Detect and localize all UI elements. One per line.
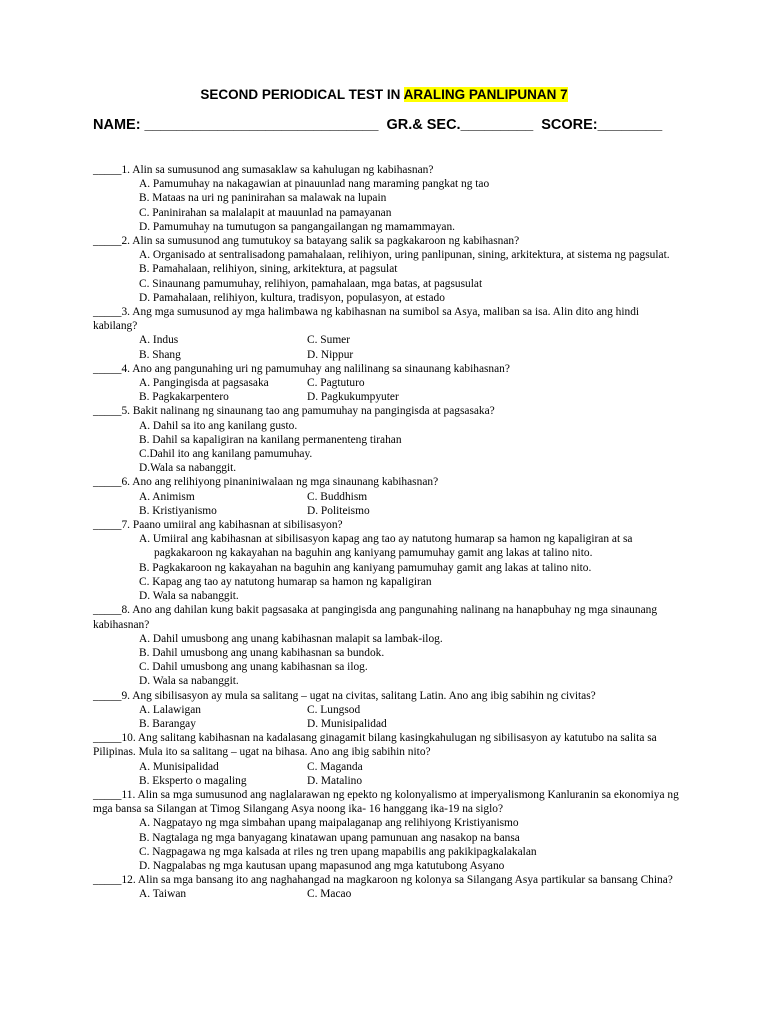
title-subject-highlight: ARALING PANLIPUNAN 7 <box>403 87 568 102</box>
question-9-options-row-2 <box>139 717 683 731</box>
question-3-stem: _____3. Ang mga sumusunod ay mga halimbawa ng kabihasnan na sumibol sa Asya, maliban sa isa. Alin dito ang hindi kabilang? <box>93 306 640 333</box>
question-9-option-b: B. Barangay <box>139 717 196 730</box>
question-10-option-b: B. Eksperto o magaling <box>139 774 247 787</box>
question-10-option-a: A. Munisipalidad <box>139 760 219 773</box>
question-2-stem: _____2. Alin sa sumusunod ang tumutukoy sa batayang salik sa pagkakaroon ng kabihasnan? <box>93 235 520 248</box>
question-2-option-d: D. Pamahalaan, relihiyon, kultura, tradisyon, populasyon, at estado <box>139 291 445 304</box>
question-3-options-row-2 <box>139 348 683 362</box>
question-9-option-a: A. Lalawigan <box>139 703 201 716</box>
question-12-option-a: A. Taiwan <box>139 888 187 901</box>
question-10-options-row-2 <box>139 774 683 788</box>
question-4-option-d: D. Pagkukumpyuter <box>307 391 399 404</box>
question-9-option-d: D. Munisipalidad <box>307 717 387 730</box>
question-7-option-d: D. Wala sa nabanggit. <box>139 590 239 603</box>
question-12-stem: _____12. Alin sa mga bansang ito ang naghahangad na magkaroon ng kolonya sa Silangang Asya partikular sa bansang China? <box>93 874 673 887</box>
question-8-option-d: D. Wala sa nabanggit. <box>139 675 239 688</box>
question-8-option-c: C. Dahil umusbong ang unang kabihasnan sa ilog. <box>139 661 368 674</box>
question-7-stem: _____7. Paano umiiral ang kabihasnan at sibilisasyon? <box>93 519 343 532</box>
question-7-option-a: A. Umiiral ang kabihasnan at sibilisasyon kapag ang tao ay natutong humarap sa hamon ng kapaligiran at sa pagkakaroon ng kakayahan na baguhin ang kaniyang pamumuhay gamit ang lakas at talino nito. <box>139 533 633 560</box>
question-1-option-a: A. Pamumuhay na nakagawian at pinauunlad nang maraming pangkat ng tao <box>139 178 490 191</box>
question-8-stem: _____8. Ano ang dahilan kung bakit pagsasaka at pangingisda ang pangunahing nalinang na hanapbuhay ng mga sinaunang kabihasnan? <box>93 604 658 631</box>
question-10-option-d: D. Matalino <box>307 774 363 787</box>
question-3-options-row-1 <box>139 333 683 347</box>
question-6-option-d: D. Politeismo <box>307 504 370 517</box>
question-11-option-b: B. Nagtalaga ng mga banyagang kinatawan upang pamunuan ang nasakop na bansa <box>139 831 520 844</box>
question-9-option-c: C. Lungsod <box>307 703 361 716</box>
question-9-options-row-1 <box>139 703 683 717</box>
question-3-option-c: C. Sumer <box>307 334 351 347</box>
question-2-option-b: B. Pamahalaan, relihiyon, sining, arkitektura, at pagsulat <box>139 263 398 276</box>
page-title <box>0 87 768 102</box>
question-5-option-d: D.Wala sa nabanggit. <box>139 462 237 475</box>
question-11-stem: _____11. Alin sa mga sumusunod ang naglalarawan ng epekto ng kolonyalismo at imperyalismong Kanluranin sa ekonomiya ng mga bansa sa Silangan at Timog Silangang Asya noong ika- 16 hanggang ika-19 na siglo? <box>93 788 679 816</box>
question-12-options-row-1 <box>139 887 683 901</box>
question-11-option-a: A. Nagpatayo ng mga simbahan upang maipalaganap ang relihiyong Kristiyanismo <box>139 817 519 830</box>
student-info-line: NAME: _____________________________ GR.& SEC._________ SCORE:________ <box>93 117 663 133</box>
question-1-stem: _____1. Alin sa sumusunod ang sumasaklaw sa kahulugan ng kabihasnan? <box>93 164 434 176</box>
question-4-option-c: C. Pagtuturo <box>307 377 365 390</box>
question-6-stem: _____6. Ano ang relihiyong pinaniniwalaan ng mga sinaunang kabihasnan? <box>93 476 439 489</box>
question-1-option-c: C. Paninirahan sa malalapit at mauunlad na pamayanan <box>139 206 392 219</box>
question-10-options-row-1 <box>139 760 683 774</box>
question-6-option-c: C. Buddhism <box>307 490 368 503</box>
question-11-option-d: D. Nagpalabas ng mga kautusan upang mapasunod ang mga katutubong Asyano <box>139 859 505 872</box>
question-list <box>93 163 683 902</box>
question-9-stem: _____9. Ang sibilisasyon ay mula sa salitang – ugat na civitas, salitang Latin. Ano ang ibig sabihin ng civitas? <box>93 689 596 702</box>
question-8-option-a: A. Dahil umusbong ang unang kabihasnan malapit sa lambak-ilog. <box>139 632 443 645</box>
question-1-option-d: D. Pamumuhay na tumutugon sa pangangailangan ng mamammayan. <box>139 220 456 233</box>
question-10-option-c: C. Maganda <box>307 760 363 773</box>
question-5-option-a: A. Dahil sa ito ang kanilang gusto. <box>139 419 298 432</box>
question-4-options-row-2 <box>139 390 683 404</box>
question-3-option-d: D. Nippur <box>307 348 354 361</box>
question-12-option-c: C. Macao <box>307 888 352 901</box>
question-6-option-b: B. Kristiyanismo <box>139 504 217 517</box>
title-prefix: SECOND PERIODICAL TEST IN <box>200 87 404 102</box>
question-3-option-a: A. Indus <box>139 334 179 347</box>
question-2-option-c: C. Sinaunang pamumuhay, relihiyon, pamahalaan, mga batas, at pagsusulat <box>139 277 483 290</box>
question-4-options-row-1 <box>139 376 683 390</box>
question-4-option-b: B. Pagkakarpentero <box>139 391 229 404</box>
question-8-option-b: B. Dahil umusbong ang unang kabihasnan sa bundok. <box>139 646 385 659</box>
question-11-option-c: C. Nagpagawa ng mga kalsada at riles ng tren upang mapabilis ang pakikipagkalakalan <box>139 845 537 858</box>
question-4-option-a: A. Pangingisda at pagsasaka <box>139 377 269 390</box>
question-7-option-b: B. Pagkakaroon ng kakayahan na baguhin ang kaniyang pamumuhay gamit ang lakas at talino nito. <box>139 561 592 574</box>
question-7-option-c: C. Kapag ang tao ay natutong humarap sa hamon ng kapaligiran <box>139 575 432 588</box>
question-3-option-b: B. Shang <box>139 348 181 361</box>
question-6-options-row-1 <box>139 490 683 504</box>
question-2-option-a: A. Organisado at sentralisadong pamahalaan, relihiyon, uring panlipunan, sining, arkitektura, at sistema ng pagsulat. <box>139 249 670 262</box>
question-1-option-b: B. Mataas na uri ng paninirahan sa malawak na lupain <box>139 192 387 205</box>
question-6-options-row-2 <box>139 504 683 518</box>
question-10-stem: _____10. Ang salitang kabihasnan na kadalasang ginagamit bilang kasingkahulugan ng sibilisasyon ay katutubo na salita sa Pilipinas. Mula ito sa salitang – ugat na bihasa. Ano ang ibig sabihin nito? <box>93 732 657 759</box>
question-4-stem: _____4. Ano ang pangunahing uri ng pamumuhay ang nalilinang sa sinaunang kabihasnan? <box>93 362 510 375</box>
question-5-option-c: C.Dahil ito ang kanilang pamumuhay. <box>139 448 313 461</box>
question-5-stem: _____5. Bakit nalinang ng sinaunang tao ang pamumuhay na pangingisda at pagsasaka? <box>93 405 495 418</box>
question-5-option-b: B. Dahil sa kapaligiran na kanilang permanenteng tirahan <box>139 433 402 446</box>
question-6-option-a: A. Animism <box>139 490 195 503</box>
